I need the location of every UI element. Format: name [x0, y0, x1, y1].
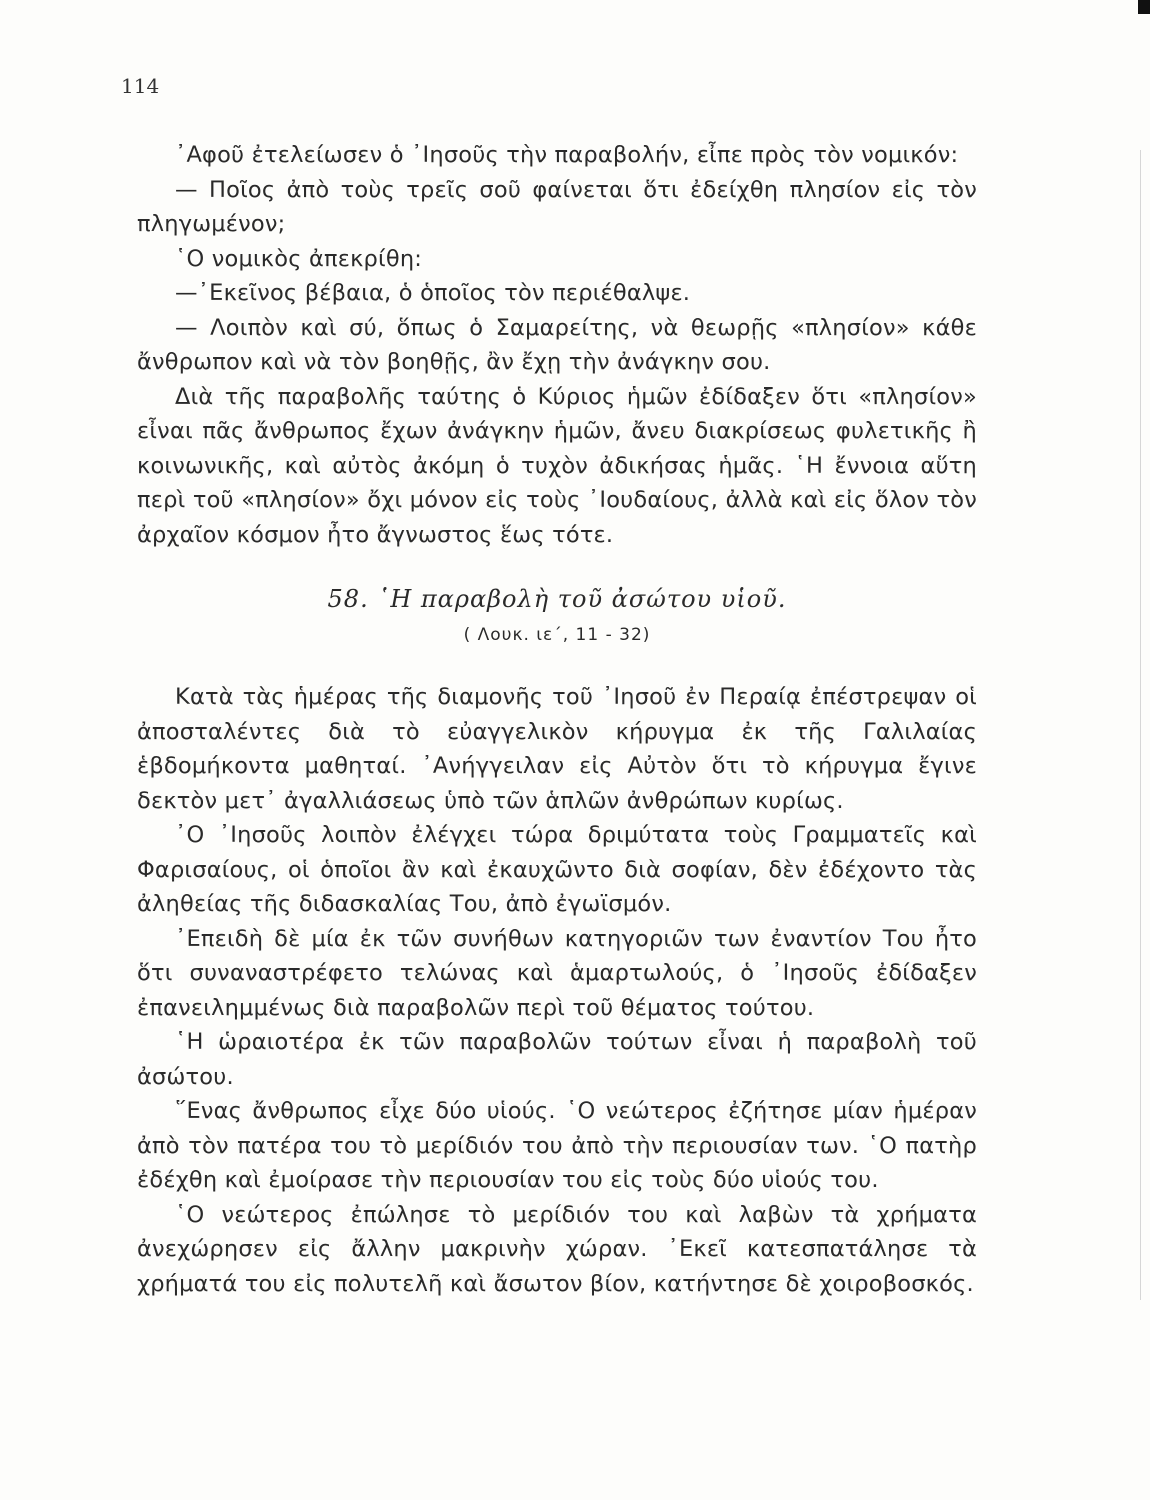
paragraph: ῾Ο νεώτερος ἐπώλησε τὸ μερίδιόν του καὶ λαβὼν τὰ χρήματα ἀνεχώρησεν εἰς ἄλλην μακρινὴν χώραν. ᾿Εκεῖ κατεσπατάλησε τὰ χρήματά του εἰς πολυτελῆ καὶ ἄσωτον βίον, κατήντησε δὲ χοιροβοσκός.: [137, 1201, 977, 1297]
paragraph: ῾Ο νομικὸς ἀπεκρίθη:: [175, 245, 423, 272]
paragraph: Κατὰ τὰς ἡμέρας τῆς διαμονῆς τοῦ ᾿Ιησοῦ ἐν Περαίᾳ ἐπέστρεψαν οἱ ἀποσταλέντες διὰ τὸ εὐαγγελικὸν κήρυγμα ἐκ τῆς Γαλιλαίας ἑβδομήκοντα μαθηταί. ᾿Ανήγγειλαν εἰς Αὐτὸν ὅτι τὸ κήρυγμα ἔγινε δεκτὸν μετ᾿ ἀγαλλιάσεως ὑπὸ τῶν ἁπλῶν ἀνθρώπων κυρίως.: [137, 684, 977, 814]
paragraph: — Λοιπὸν καὶ σύ, ὅπως ὁ Σαμαρείτης, νὰ θεωρῇς «πλησίον» κάθε ἄνθρωπον καὶ νὰ τὸν βοηθῇς, ἂν ἔχῃ τὴν ἀνάγκην σου.: [137, 314, 977, 375]
paragraph: ᾿Αφοῦ ἐτελείωσεν ὁ ᾿Ιησοῦς τὴν παραβολήν, εἶπε πρὸς τὸν νομικόν:: [175, 142, 959, 168]
page-number: 114: [121, 74, 160, 98]
paragraph: — Ποῖος ἀπὸ τοὺς τρεῖς σοῦ φαίνεται ὅτι ἐδείχθη πλησίον εἰς τὸν πληγωμένον;: [137, 176, 977, 237]
paragraph: Διὰ τῆς παραβολῆς ταύτης ὁ Κύριος ἡμῶν ἐδίδαξεν ὅτι «πλησίον» εἶναι πᾶς ἄνθρωπος ἔχων ἀνάγκην ἡμῶν, ἄνευ διακρίσεως φυλετικῆς ἢ κοινωνικῆς, καὶ αὐτὸς ἀκόμη ὁ τυχὸν ἀδικήσας ἡμᾶς. ῾Η ἔννοια αὕτη περὶ τοῦ «πλησίον» ὄχι μόνον εἰς τοὺς ᾿Ιουδαίους, ἀλλὰ καὶ εἰς ὅλον τὸν ἀρχαῖον κόσμον ἦτο ἄγνωστος ἕως τότε.: [137, 383, 977, 548]
section-reference: ( Λουκ. ιε΄, 11 - 32): [463, 625, 651, 645]
section-title: 58. ῾Η παραβολὴ τοῦ ἀσώτου υἱοῦ.: [327, 585, 787, 613]
paragraph: ᾿Επειδὴ δὲ μία ἐκ τῶν συνήθων κατηγοριῶν των ἐναντίον Του ἦτο ὅτι συναναστρέφετο τελώνας καὶ ἁμαρτωλούς, ὁ ᾿Ιησοῦς ἐδίδαξεν ἐπανειλημμένως διὰ παραβολῶν περὶ τοῦ θέματος τούτου.: [137, 925, 977, 1021]
scan-corner-mark: [1138, 0, 1150, 14]
paragraph: ῞Ενας ἄνθρωπος εἶχε δύο υἱούς. ῾Ο νεώτερος ἐζήτησε μίαν ἡμέραν ἀπὸ τὸν πατέρα του τὸ μερίδιόν του ἀπὸ τὴν περιουσίαν των. ῾Ο πατὴρ ἐδέχθη καὶ ἐμοίρασε τὴν περιουσίαν του εἰς τοὺς δύο υἱούς του.: [137, 1098, 977, 1193]
paragraph: —᾿Εκεῖνος βέβαια, ὁ ὁποῖος τὸν περιέθαλψε.: [175, 280, 691, 306]
scan-edge-line: [1140, 150, 1141, 1300]
paragraph: ᾿Ο ᾿Ιησοῦς λοιπὸν ἐλέγχει τώρα δριμύτατα τοὺς Γραμματεῖς καὶ Φαρισαίους, οἱ ὁποῖοι ἂν καὶ ἐκαυχῶντο διὰ σοφίαν, δὲν ἐδέχοντο τὰς ἀληθείας τῆς διδασκαλίας Του, ἀπὸ ἐγωϊσμόν.: [137, 822, 977, 917]
page-body: [137, 138, 977, 1301]
paragraph: ῾Η ὡραιοτέρα ἐκ τῶν παραβολῶν τούτων εἶναι ἡ παραβολὴ τοῦ ἀσώτου.: [137, 1029, 977, 1090]
